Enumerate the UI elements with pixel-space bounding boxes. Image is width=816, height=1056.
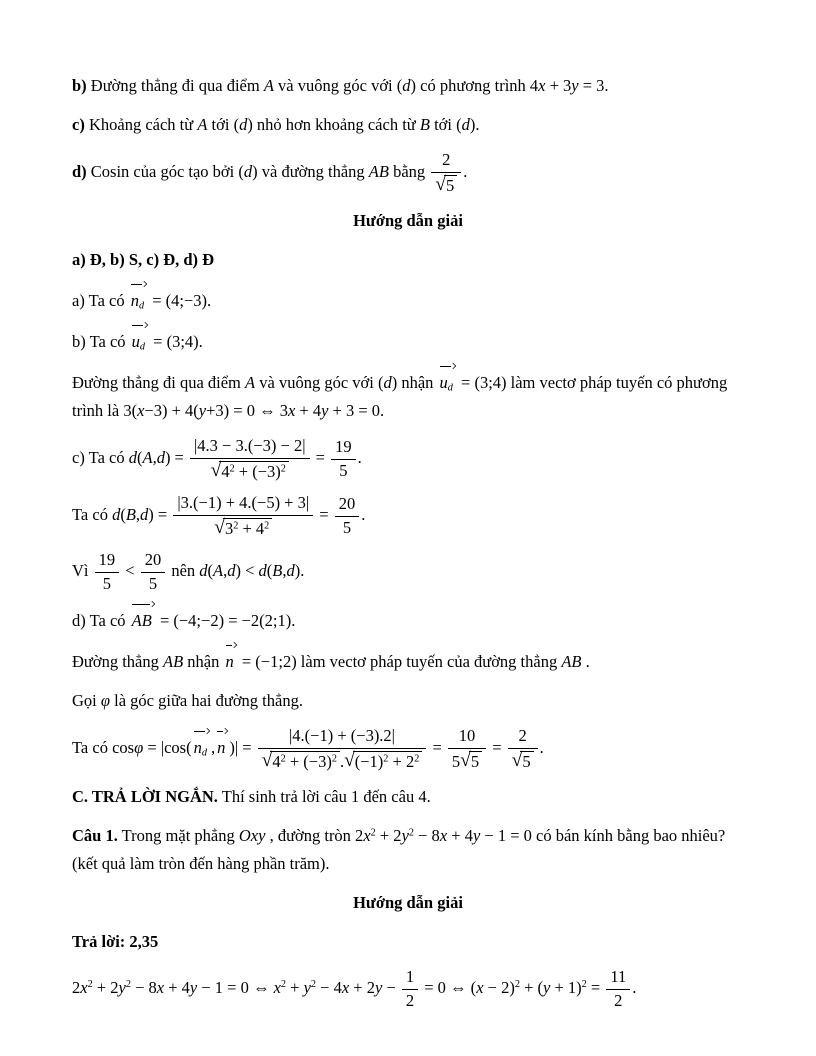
text-run: ( [266, 560, 273, 580]
text-run: ( [136, 447, 143, 467]
math-variable: d [227, 560, 236, 580]
text-run: + 1) [550, 977, 582, 997]
superscript: 2 [331, 753, 337, 765]
text-run: là góc giữa hai đường thẳng. [110, 690, 303, 710]
text-run: Vì [72, 560, 93, 580]
text-run: 19 [335, 436, 352, 456]
question-1 [72, 822, 744, 878]
math-variable: u [131, 331, 140, 351]
denominator [173, 516, 313, 539]
math-variable: AB [163, 651, 184, 671]
text-run: + 4 [238, 518, 265, 538]
text-run: 2 [518, 725, 527, 745]
text-run: 5 [342, 517, 352, 537]
text-run: |3.(−1) + 4.(−5) + 3| [177, 492, 310, 512]
square-root [214, 518, 272, 539]
math-variable: AB [561, 651, 582, 671]
radicand [270, 751, 340, 772]
math-variable: x [363, 825, 371, 845]
section-c-header [72, 783, 744, 811]
text-run: |4.(−1) + (−3).2| [288, 725, 395, 745]
text-run: , [223, 560, 228, 580]
text-run: + 4 [295, 400, 322, 420]
subscript: d [447, 382, 453, 394]
fraction [329, 437, 358, 481]
text-run: + 2 [92, 977, 119, 997]
text-run: + 3 = 0. [328, 400, 385, 420]
math-variable: y [543, 977, 551, 997]
text-run: 19 [98, 549, 116, 569]
math-variable: u [439, 372, 448, 392]
bold-text: C. TRẢ LỜI NGẮN. [72, 786, 218, 806]
statement-b [72, 72, 744, 100]
numerator [141, 550, 166, 573]
numerator [448, 726, 486, 749]
text-run: 5 [445, 175, 455, 195]
math-variable: x [341, 977, 350, 997]
bold-text: d) [72, 161, 87, 181]
bold-text: c) [72, 115, 85, 134]
math-variable: y [472, 825, 481, 845]
math-variable: y [401, 825, 409, 845]
math-variable: y [198, 400, 207, 420]
fraction [188, 436, 312, 482]
math-variable: d [461, 115, 470, 134]
text-run: Thí sinh trả lời câu 1 đến câu 4. [217, 786, 431, 806]
superscript: 2 [408, 827, 414, 839]
numerator [95, 550, 120, 573]
text-run: . [539, 737, 544, 757]
subscript: d [138, 300, 145, 312]
denominator [141, 573, 166, 594]
text-run: 5 [470, 751, 480, 771]
square-root [344, 751, 422, 772]
text-run: )| = [229, 737, 256, 757]
superscript: 2 [581, 978, 587, 990]
math-variable: d [112, 504, 121, 524]
math-variable: y [571, 76, 579, 95]
denominator [402, 990, 418, 1011]
text-run: , [135, 504, 141, 524]
math-variable: y [303, 977, 311, 997]
text-run: = 0 ⇔ ( [420, 977, 477, 997]
superscript: 2 [264, 520, 270, 532]
solution-b [72, 326, 744, 356]
superscript: 2 [370, 827, 376, 839]
square-root [512, 751, 534, 772]
denominator [331, 460, 356, 481]
text-run: Ta có cos [72, 737, 135, 757]
text-run: ) và đường thẳng [252, 161, 369, 181]
text-run: = (3;4) làm vectơ pháp tuyến có phương trình là 3( [72, 372, 728, 420]
text-run: + 2 [388, 751, 415, 771]
text-run: , [210, 737, 216, 757]
radicand [219, 461, 289, 482]
text-run: nên [167, 560, 200, 580]
text-run: 2 [442, 150, 451, 169]
text-run: . [632, 977, 637, 997]
text-run: . [361, 504, 366, 524]
math-variable: d [156, 447, 165, 467]
math-variable: d [402, 76, 411, 95]
math-variable: x [137, 400, 145, 420]
text-run: + [286, 977, 304, 997]
text-run: ( [207, 560, 214, 580]
text-run: Đường thẳng đi qua điểm [86, 76, 264, 95]
radical-icon: √ [344, 749, 355, 771]
math-variable: x [156, 977, 165, 997]
superscript: 2 [414, 753, 420, 765]
text-run: ). [469, 115, 480, 134]
text-run: tới ( [207, 115, 240, 134]
numerator [335, 494, 360, 517]
vector-arrow [438, 367, 457, 397]
text-run: + 3 [545, 76, 572, 95]
text-run: + ( [519, 977, 543, 997]
fraction [171, 493, 315, 539]
text-run: 1 [405, 966, 415, 986]
text-run: Ta có [72, 504, 113, 524]
solution-d-normal-vector [72, 646, 744, 676]
fraction [139, 550, 168, 594]
math-variable: x [80, 977, 88, 997]
math-variable: B [272, 560, 283, 580]
math-variable: d [128, 447, 137, 467]
math-variable: d [199, 560, 208, 580]
text-run: = [315, 504, 333, 524]
solution-c-distance-a [72, 436, 744, 482]
answer-key-line: a) Đ, b) S, c) Đ, d) Đ [72, 249, 215, 269]
text-run: = (4;−3). [148, 290, 212, 310]
superscript: 2 [514, 978, 520, 990]
text-run: 20 [338, 493, 356, 513]
text-run: + 2 [375, 825, 402, 845]
math-variable: φ [134, 737, 144, 757]
text-run: = [428, 737, 446, 757]
math-variable: B [125, 504, 136, 524]
text-run: (−1) [354, 751, 384, 771]
text-run: ) nhận [391, 372, 438, 392]
solution-d-angle-definition [72, 687, 744, 715]
bold-text: Câu 1. [72, 825, 118, 845]
numerator [258, 726, 427, 749]
math-variable: x [273, 977, 281, 997]
denominator [95, 573, 120, 594]
text-run: a) Ta có [72, 290, 129, 310]
text-run: = (3;4). [149, 331, 203, 351]
bold-text: b) [72, 76, 87, 95]
radical-icon: √ [435, 173, 446, 195]
superscript: 2 [280, 978, 287, 990]
text-run: − 8 [414, 825, 440, 845]
math-variable: AB [131, 610, 152, 630]
text-run: 2 [614, 990, 623, 1010]
math-variable: AB [368, 161, 389, 181]
radical-icon: √ [214, 516, 225, 538]
vector-arrow [224, 646, 238, 676]
text-run: − 1 = 0 ⇔ [197, 977, 274, 997]
solution-c-compare [72, 550, 744, 594]
text-run: 10 [458, 725, 476, 745]
text-run: 5 [102, 573, 111, 593]
text-run: 3 [224, 518, 234, 538]
denominator [448, 749, 486, 772]
text-run: = (−4;−2) = −2(2;1). [155, 610, 296, 630]
text-run: ) nhỏ hơn khoảng cách từ [247, 115, 420, 134]
superscript: 2 [383, 753, 389, 765]
text-run: < [121, 560, 139, 580]
math-variable: d [243, 161, 253, 181]
radical-icon: √ [511, 749, 523, 771]
radicand [520, 751, 533, 772]
math-variable: n [193, 737, 202, 757]
text-run: ) = [148, 504, 172, 524]
text-run: 2 [72, 977, 81, 997]
math-variable: x [439, 825, 448, 845]
math-variable: Oxy [238, 825, 266, 845]
math-variable: x [476, 977, 484, 997]
math-variable: x [538, 76, 546, 95]
text-run: 4 [221, 461, 230, 481]
math-variable: d [383, 372, 392, 392]
text-run: ) = [164, 447, 188, 467]
text-run: 20 [144, 549, 162, 569]
text-run: − 1 = 0 có bán kính bằng bao nhiêu? (kết quả làm tròn đến hàng phần trăm). [72, 825, 726, 873]
math-variable: n [217, 737, 226, 757]
math-variable: n [130, 290, 139, 310]
text-run: Trong mặt phẳng [117, 825, 239, 845]
subscript: d [139, 341, 146, 353]
statement-d [72, 150, 744, 196]
radical-icon: √ [460, 749, 471, 771]
radicand [353, 751, 423, 772]
radical-icon: √ [261, 749, 273, 771]
superscript: 2 [233, 520, 239, 532]
radical-icon: √ [210, 459, 222, 481]
math-variable: y [321, 400, 329, 420]
text-run: tới ( [429, 115, 462, 134]
text-run: 4 [272, 751, 281, 771]
text-run: 5 [522, 751, 531, 771]
numerator [431, 150, 461, 173]
text-run: = [586, 977, 605, 997]
numerator [173, 493, 313, 516]
numerator [331, 437, 356, 460]
text-run: 5 [339, 460, 348, 480]
solution-a [72, 285, 744, 315]
text-run: . [463, 161, 468, 181]
text-run: ( [120, 504, 126, 524]
fraction [333, 494, 362, 538]
text-run: = 3. [578, 76, 609, 95]
fraction [446, 726, 488, 772]
text-run: + (−3) [285, 751, 332, 771]
text-run: và vuông góc với ( [255, 372, 384, 392]
fraction [400, 967, 420, 1011]
math-variable: A [142, 447, 153, 467]
text-run: 5 [148, 573, 158, 593]
square-root [435, 175, 457, 196]
superscript: 2 [280, 753, 286, 765]
square-root [262, 751, 340, 772]
math-variable: x [287, 400, 296, 420]
denominator [431, 173, 461, 196]
text-run: Đường thẳng [72, 651, 163, 671]
text-run: −3) + 4( [144, 400, 199, 420]
text-run: − 4 [316, 977, 342, 997]
text-run: b) Ta có [72, 331, 130, 351]
subscript: d [201, 747, 207, 759]
numerator [606, 967, 630, 990]
solution-c-distance-b [72, 493, 744, 539]
text-run: + 2 [349, 977, 375, 997]
vector-arrow [129, 285, 148, 315]
final-equation [72, 967, 744, 1011]
math-variable: A [197, 115, 208, 134]
math-variable: A [213, 560, 224, 580]
fraction [256, 726, 429, 772]
math-variable: B [419, 115, 430, 134]
solution-heading-1: Hướng dẫn giải [353, 210, 463, 230]
denominator [335, 517, 360, 538]
text-run: = [488, 737, 506, 757]
superscript: 2 [229, 463, 235, 475]
solution-b-paragraph [72, 367, 744, 425]
denominator [606, 990, 630, 1011]
text-run: , đường tròn 2 [265, 825, 364, 845]
text-run: +3) = 0 ⇔ 3 [206, 400, 288, 420]
text-run: + (−3) [234, 461, 281, 481]
square-root [211, 461, 289, 482]
math-variable: y [374, 977, 383, 997]
math-variable: d [286, 560, 295, 580]
text-run: − 2) [483, 977, 515, 997]
text-run: d) Ta có [72, 610, 130, 630]
denominator [190, 459, 310, 482]
text-run: . [357, 447, 362, 467]
solution-heading-2: Hướng dẫn giải [353, 892, 463, 912]
text-run: − [382, 977, 400, 997]
math-variable: d [258, 560, 267, 580]
fraction [506, 726, 540, 772]
text-run: |4.3 − 3.(−3) − 2| [194, 435, 306, 455]
short-answer: Trả lời: 2,35 [72, 931, 159, 951]
text-run: c) Ta có [72, 447, 129, 467]
text-run: ). [294, 560, 305, 580]
fraction [93, 550, 122, 594]
math-variable: φ [100, 690, 111, 710]
text-run: Cosin của góc tạo bởi ( [86, 161, 244, 181]
denominator [508, 749, 538, 772]
text-run: . [581, 651, 590, 671]
fraction [604, 967, 632, 1011]
text-run: Khoảng cách từ [84, 115, 198, 134]
solution-d-cos-formula [72, 726, 744, 772]
numerator [508, 726, 538, 749]
vector-arrow [130, 326, 149, 356]
text-run: bằng [388, 161, 430, 181]
math-variable: d [239, 115, 248, 134]
text-run: + 4 [447, 825, 473, 845]
radicand [223, 518, 272, 539]
denominator [258, 749, 427, 772]
text-run: ) < [235, 560, 259, 580]
superscript: 2 [280, 463, 286, 475]
text-run: + 4 [164, 977, 190, 997]
text-run: 2 [405, 990, 415, 1010]
statement-c [72, 111, 744, 139]
radicand [444, 175, 457, 196]
text-run: nhận [183, 651, 224, 671]
math-variable: n [225, 651, 234, 671]
fraction [429, 150, 463, 196]
vector-arrow [130, 605, 156, 635]
superscript: 2 [310, 978, 317, 990]
math-variable: y [189, 977, 198, 997]
text-run: − 8 [130, 977, 157, 997]
square-root [460, 751, 482, 772]
superscript: 2 [125, 978, 131, 990]
vector-arrow [192, 732, 211, 762]
solution-d-vector-ab [72, 605, 744, 635]
text-run: , [282, 560, 287, 580]
superscript: 2 [87, 978, 93, 990]
numerator [190, 436, 310, 459]
math-variable: A [263, 76, 274, 95]
text-run: Gọi [72, 690, 101, 710]
text-run: và vuông góc với ( [273, 76, 403, 95]
math-variable: y [118, 977, 126, 997]
vector-arrow [215, 732, 229, 762]
text-run: , [152, 447, 157, 467]
text-run: ) có phương trình 4 [410, 76, 539, 95]
numerator [402, 967, 418, 990]
text-run: = [311, 447, 330, 467]
text-run: . [339, 751, 345, 771]
radicand [469, 751, 482, 772]
text-run: = (−1;2) làm vectơ pháp tuyến của đường thẳng [237, 651, 562, 671]
text-run: 5 [451, 751, 461, 771]
text-run: Đường thẳng đi qua điểm [72, 372, 246, 392]
math-variable: d [140, 504, 149, 524]
text-run: = |cos( [143, 737, 192, 757]
text-run: 11 [610, 966, 627, 986]
math-variable: A [245, 372, 256, 392]
